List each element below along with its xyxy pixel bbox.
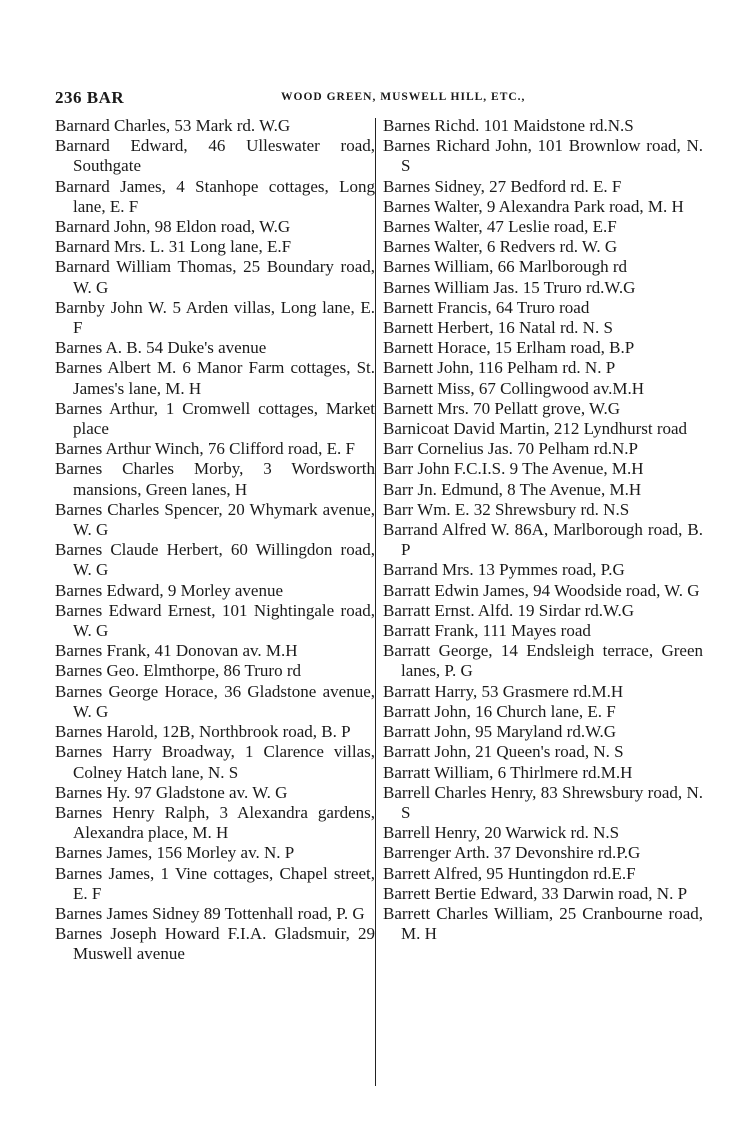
directory-entry: Barnard Edward, 46 Ulleswater road, Southgate (55, 136, 375, 176)
directory-entry: Barrett Bertie Edward, 33 Darwin road, N. P (383, 883, 688, 903)
column-divider (375, 118, 376, 1086)
directory-entry: Barratt John, 95 Maryland rd.W.G (383, 722, 617, 742)
directory-entry: Barnes Walter, 9 Alexandra Park road, M. H (383, 196, 684, 216)
directory-entry: Barr Cornelius Jas. 70 Pelham rd.N.P (383, 439, 638, 459)
directory-entry: Barnes Sidney, 27 Bedford rd. E. F (383, 176, 622, 196)
directory-entry: Barrell Henry, 20 Warwick rd. N.S (383, 823, 620, 843)
directory-entry: Barnes Arthur Winch, 76 Clifford road, E. F (55, 439, 355, 459)
directory-entry: Barnett John, 116 Pelham rd. N. P (383, 358, 616, 378)
directory-entry: Barrell Charles Henry, 83 Shrewsbury road, N. S (383, 782, 703, 822)
left-column (55, 116, 375, 965)
directory-entry: Barnard James, 4 Stanhope cottages, Long lane, E. F (55, 176, 375, 216)
directory-entry: Barnard John, 98 Eldon road, W.G (55, 217, 291, 237)
directory-entry: Barnes Edward Ernest, 101 Nightingale road, W. G (55, 600, 375, 641)
directory-entry: Barnes Arthur, 1 Cromwell cottages, Market place (55, 398, 375, 439)
page-number-and-section (55, 88, 124, 108)
running-title: WOOD GREEN, MUSWELL HILL, ETC., (281, 91, 526, 103)
directory-entry: Barrenger Arth. 37 Devonshire rd.P.G (383, 843, 641, 863)
directory-entry: Barrett Alfred, 95 Huntingdon rd.E.F (383, 863, 636, 883)
directory-entry: Barnes Walter, 6 Redvers rd. W. G (383, 237, 618, 257)
directory-entry: Barnes A. B. 54 Duke's avenue (55, 338, 267, 358)
directory-entry: Barnard Charles, 53 Mark rd. W.G (55, 116, 291, 135)
directory-entry: Barnes Joseph Howard F.I.A. Gladsmuir, 29 Muswell avenue (55, 924, 375, 964)
directory-entry: Barrett Charles William, 25 Cranbourne road, M. H (383, 903, 703, 944)
directory-entry: Barnard Mrs. L. 31 Long lane, E.F (55, 237, 292, 257)
directory-entry: Barnes Richd. 101 Maidstone rd.N.S (383, 116, 634, 135)
page-header (55, 88, 705, 110)
directory-entry: Barnes Geo. Elmthorpe, 86 Truro rd (55, 661, 302, 681)
right-column (383, 116, 703, 944)
directory-entry: Barratt George, 14 Endsleigh terrace, Green lanes, P. G (383, 641, 703, 681)
directory-entry: Barnes Charles Morby, 3 Wordsworth mansions, Green lanes, H (55, 459, 375, 499)
directory-entry: Barr John F.C.I.S. 9 The Avenue, M.H (383, 459, 644, 479)
directory-entry: Barratt Harry, 53 Grasmere rd.M.H (383, 681, 624, 701)
directory-entry: Barnett Miss, 67 Collingwood av.M.H (383, 378, 644, 398)
directory-entry: Barr Wm. E. 32 Shrewsbury rd. N.S (383, 499, 630, 519)
directory-entry: Barnes Harry Broadway, 1 Clarence villas, Colney Hatch lane, N. S (55, 742, 375, 782)
directory-entry: Barnes William, 66 Marlborough rd (383, 257, 628, 277)
directory-entry: Barnett Herbert, 16 Natal rd. N. S (383, 318, 613, 338)
directory-entry: Barnes Albert M. 6 Manor Farm cottages, St. James's lane, M. H (55, 358, 375, 398)
directory-entry: Barnett Mrs. 70 Pellatt grove, W.G (383, 398, 621, 418)
directory-entry: Barrand Mrs. 13 Pymmes road, P.G (383, 560, 625, 580)
directory-entry: Barnes James Sidney 89 Tottenhall road, P. G (55, 903, 365, 923)
directory-entry: Barnes James, 1 Vine cottages, Chapel street, E. F (55, 863, 375, 903)
directory-entry: Barratt John, 16 Church lane, E. F (383, 701, 616, 721)
directory-entry: Barratt Edwin James, 94 Woodside road, W. G (383, 580, 700, 600)
directory-entry: Barnby John W. 5 Arden villas, Long lane, E. F (55, 297, 375, 338)
directory-entry: Barr Jn. Edmund, 8 The Avenue, M.H (383, 479, 642, 499)
directory-entry: Barnes William Jas. 15 Truro rd.W.G (383, 277, 636, 297)
section-label: BAR (86, 88, 125, 107)
directory-entry: Barnes Richard John, 101 Brownlow road, N. S (383, 136, 703, 176)
directory-entry: Barnett Francis, 64 Truro road (383, 297, 590, 317)
directory-entry: Barnes Frank, 41 Donovan av. M.H (55, 641, 298, 661)
directory-entry: Barnard William Thomas, 25 Boundary road, W. G (55, 257, 375, 297)
directory-entry: Barnicoat David Martin, 212 Lyndhurst road (383, 419, 688, 439)
directory-entry: Barratt William, 6 Thirlmere rd.M.H (383, 762, 633, 782)
directory-entry: Barratt John, 21 Queen's road, N. S (383, 742, 624, 762)
directory-entry: Barnes Claude Herbert, 60 Willingdon road, W. G (55, 540, 375, 580)
directory-entry: Barnes Hy. 97 Gladstone av. W. G (55, 782, 288, 802)
page-number: 236 (55, 88, 82, 107)
directory-entry: Barratt Ernst. Alfd. 19 Sirdar rd.W.G (383, 600, 635, 620)
directory-entry: Barnes Edward, 9 Morley avenue (55, 580, 284, 600)
directory-entry: Barnes George Horace, 36 Gladstone avenue, W. G (55, 681, 375, 721)
directory-entry: Barrand Alfred W. 86A, Marlborough road, B. P (383, 520, 703, 560)
directory-entry: Barnes Henry Ralph, 3 Alexandra gardens, Alexandra place, M. H (55, 802, 375, 843)
directory-entry: Barnett Horace, 15 Erlham road, B.P (383, 338, 635, 358)
directory-entry: Barnes Harold, 12B, Northbrook road, B. P (55, 722, 351, 742)
directory-entry: Barnes James, 156 Morley av. N. P (55, 843, 295, 863)
directory-entry: Barnes Charles Spencer, 20 Whymark avenue, W. G (55, 499, 375, 540)
directory-entry: Barratt Frank, 111 Mayes road (383, 621, 591, 641)
directory-entry: Barnes Walter, 47 Leslie road, E.F (383, 217, 617, 237)
